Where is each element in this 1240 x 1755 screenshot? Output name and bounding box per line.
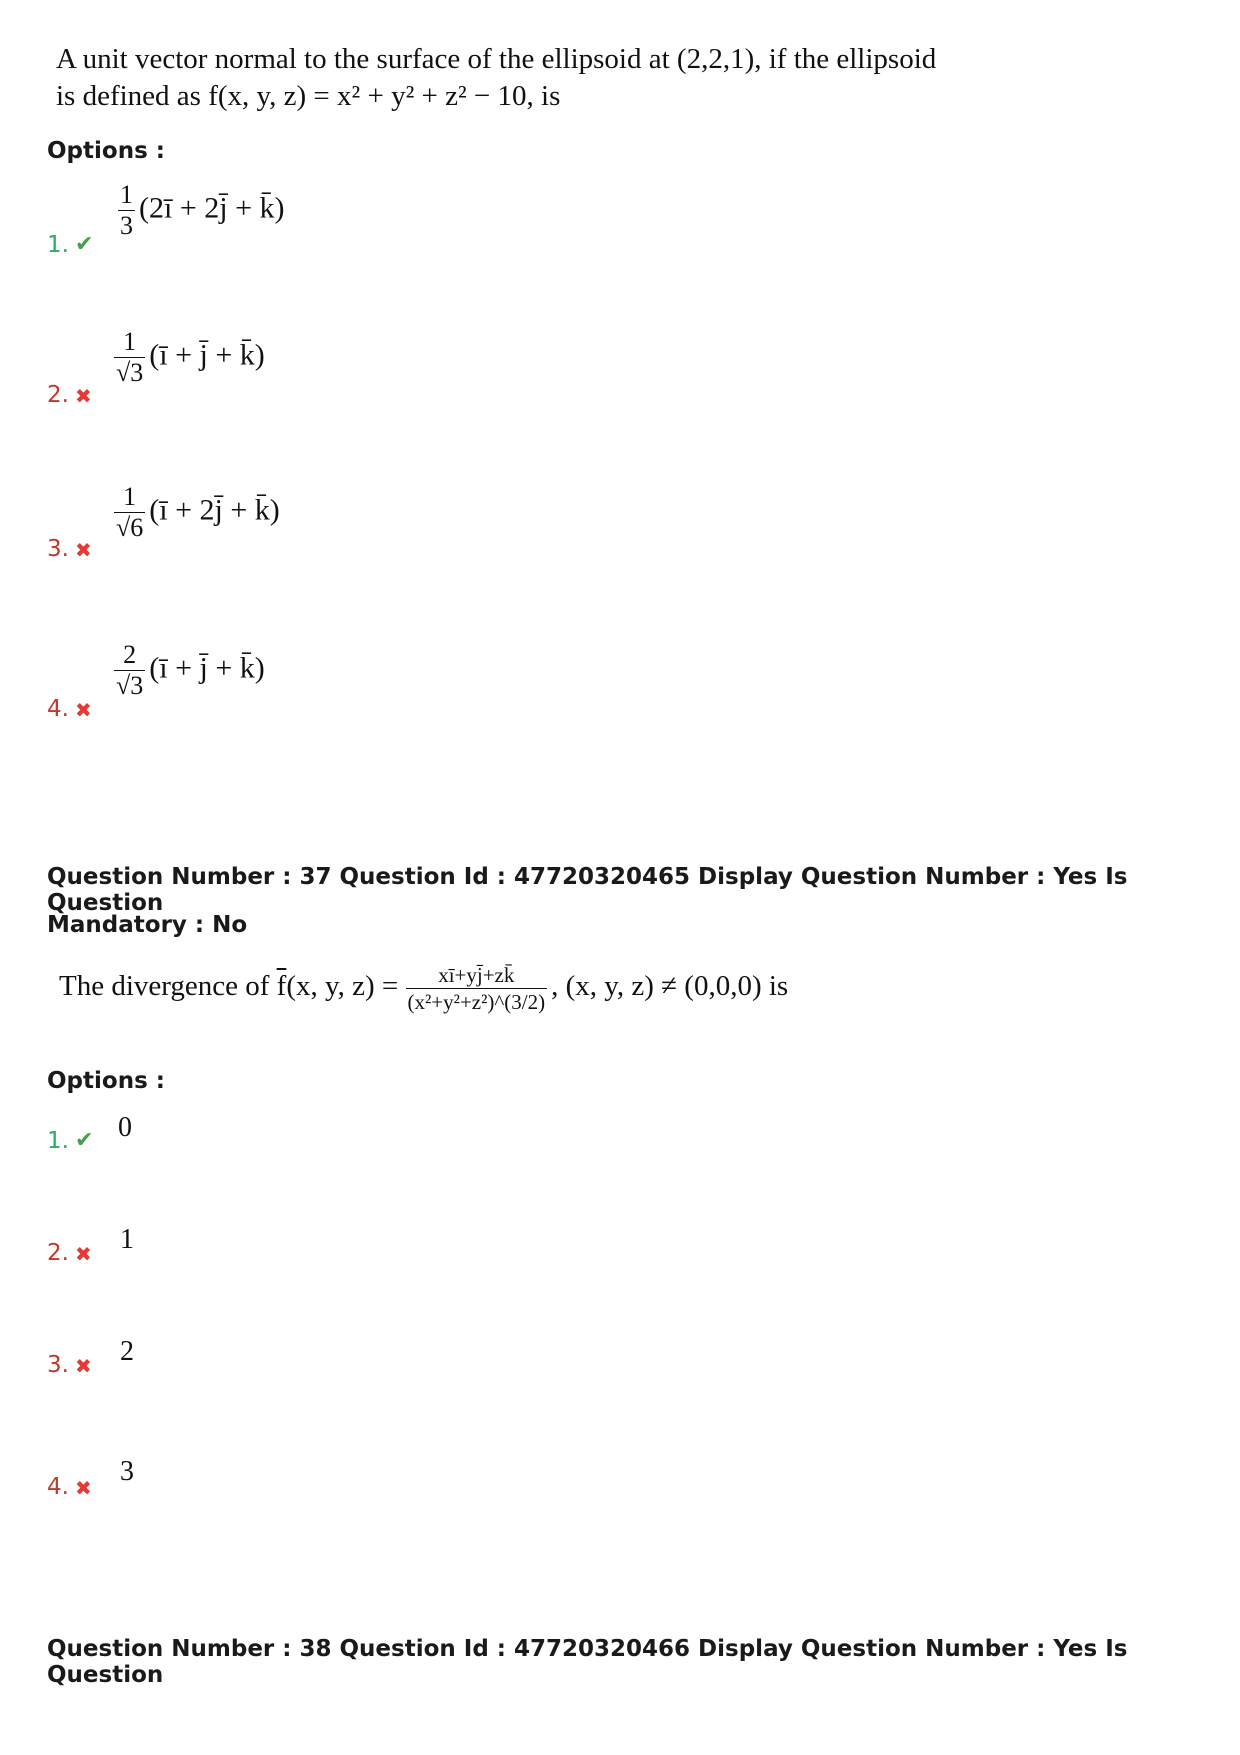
option-number: 1. bbox=[47, 232, 69, 258]
option-2-formula: $\frac{1}{√3}$ (ī + j̄ + k̄) bbox=[116, 327, 265, 387]
option-number: 4. bbox=[47, 696, 69, 722]
options-heading: Options : bbox=[47, 138, 165, 164]
check-icon: ✔ bbox=[75, 1128, 94, 1153]
option-4-value: 3 bbox=[120, 1456, 134, 1487]
option-2-value: 1 bbox=[120, 1224, 134, 1255]
cross-icon: ✖ bbox=[75, 384, 92, 408]
question-text-line1: A unit vector normal to the surface of the ellipsoid at (2,2,1), if the ellipsoid bbox=[56, 43, 937, 75]
cross-icon: ✖ bbox=[75, 1476, 92, 1500]
option-number: 3. bbox=[47, 536, 69, 562]
check-icon: ✔ bbox=[75, 232, 94, 257]
question-37-meta: Question Number : 37 Question Id : 47720320465 Display Question Number : Yes Is Question bbox=[47, 864, 1128, 916]
option-1-formula: $\frac{1}{3}$ (2ī + 2j̄ + k̄) bbox=[120, 180, 285, 240]
question-37-text: The divergence of $\overline{f}(x$, y, z) = $\frac{xī+yj̄+zk̄}{\text{(x²+y²+z²)\textasciicircum{}(3/2)}}$ , (x, y, z) ≠ (0,0,0) is bbox=[59, 963, 789, 1014]
option-number: 2. bbox=[47, 1240, 69, 1266]
option-number: 2. bbox=[47, 382, 69, 408]
option-1-value: 0 bbox=[118, 1112, 132, 1143]
question-text-line2: is defined as f(x, y, z) = x² + y² + z² − 10, is bbox=[56, 80, 561, 112]
option-number: 4. bbox=[47, 1474, 69, 1500]
cross-icon: ✖ bbox=[75, 538, 92, 562]
cross-icon: ✖ bbox=[75, 1354, 92, 1378]
question-37-mandatory: Mandatory : No bbox=[47, 912, 248, 938]
options-heading: Options : bbox=[47, 1068, 165, 1094]
option-4-formula: $\frac{2}{√3}$ (ī + j̄ + k̄) bbox=[116, 640, 265, 700]
option-number: 3. bbox=[47, 1352, 69, 1378]
option-3-value: 2 bbox=[120, 1336, 134, 1367]
cross-icon: ✖ bbox=[75, 1242, 92, 1266]
question-38-meta: Question Number : 38 Question Id : 47720320466 Display Question Number : Yes Is Question bbox=[47, 1636, 1128, 1688]
option-3-formula: $\frac{1}{√6}$ (ī + 2j̄ + k̄) bbox=[116, 482, 280, 542]
cross-icon: ✖ bbox=[75, 698, 92, 722]
option-number: 1. bbox=[47, 1128, 69, 1154]
